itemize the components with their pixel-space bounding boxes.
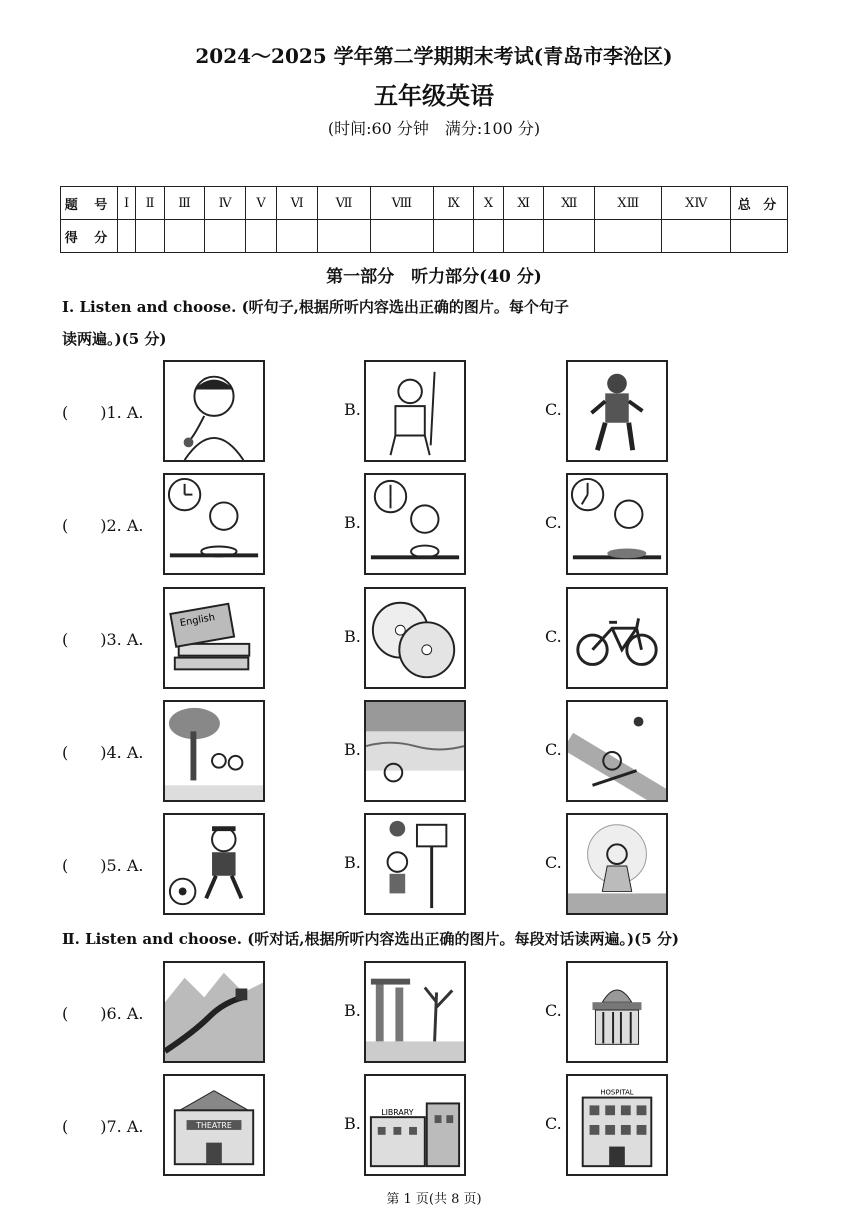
score-table-score-row [61, 220, 788, 253]
q6-option-c-label: C. [545, 1001, 562, 1020]
q7-option-c-label: C. [545, 1114, 562, 1133]
q4-option-c-skiing[interactable] [566, 700, 668, 802]
exam-time-score: (时间:60 分钟 满分:100 分) [327, 119, 541, 138]
score-cell[interactable] [434, 220, 474, 253]
score-cell[interactable] [473, 220, 503, 253]
total-score-cell[interactable] [731, 220, 788, 253]
col-12: Ⅻ [544, 187, 595, 220]
question-1-label: ( )1. A. [62, 403, 144, 422]
q7-option-c-hospital[interactable] [566, 1074, 668, 1176]
score-cell[interactable] [662, 220, 731, 253]
col-2: Ⅱ [136, 187, 165, 220]
q7-option-a-theatre[interactable] [163, 1074, 265, 1176]
q7-option-b-library[interactable] [364, 1074, 466, 1176]
col-10: Ⅹ [473, 187, 503, 220]
score-cell[interactable] [118, 220, 136, 253]
question-7-label: ( )7. A. [62, 1117, 144, 1136]
q7b-sign: LIBRARY [381, 1108, 414, 1118]
col-1: Ⅰ [118, 187, 136, 220]
q6-option-c-capitol-building[interactable] [566, 961, 668, 1063]
exam-subject: 五年级英语 [374, 81, 494, 110]
col-3: Ⅲ [165, 187, 205, 220]
q2-option-a-breakfast[interactable] [163, 473, 265, 575]
question-3-label: ( )3. A. [62, 630, 144, 649]
q3-option-a-books[interactable] [163, 587, 265, 689]
question-4-label: ( )4. A. [62, 743, 144, 762]
q4-option-c-label: C. [545, 740, 562, 759]
total-label: 总 分 [731, 187, 788, 220]
q5-option-a-football[interactable] [163, 813, 265, 915]
question-6-label: ( )6. A. [62, 1004, 144, 1023]
col-14: ⅩⅣ [662, 187, 731, 220]
section-title: 第一部分 听力部分(40 分) [326, 267, 542, 287]
question-5-label: ( )5. A. [62, 856, 144, 875]
score-cell[interactable] [544, 220, 595, 253]
col-9: Ⅸ [434, 187, 474, 220]
score-row-label: 题 号 [61, 187, 118, 220]
q7-option-b-label: B. [344, 1114, 361, 1133]
q2-option-c-dinner[interactable] [566, 473, 668, 575]
score-cell[interactable] [165, 220, 205, 253]
score-cell[interactable] [504, 220, 544, 253]
q6-option-a-great-wall[interactable] [163, 961, 265, 1063]
q5-option-c-label: C. [545, 853, 562, 872]
q5-option-c-girl-flying[interactable] [566, 813, 668, 915]
col-11: Ⅺ [504, 187, 544, 220]
col-5: Ⅴ [246, 187, 277, 220]
score-cell[interactable] [276, 220, 317, 253]
q5-option-b-basketball[interactable] [364, 813, 466, 915]
part1-instruction-2: 读两遍。)(5 分) [62, 330, 167, 348]
page-footer: 第 1 页(共 8 页) [386, 1192, 482, 1207]
q3a-book-text: English [179, 612, 216, 630]
score-cell[interactable] [246, 220, 277, 253]
q6-option-b-label: B. [344, 1001, 361, 1020]
col-7: Ⅶ [318, 187, 370, 220]
score-row-label-2: 得 分 [61, 220, 118, 253]
col-13: ⅩⅢ [595, 187, 662, 220]
q1-option-c-label: C. [545, 400, 562, 419]
q4-option-b-swimming[interactable] [364, 700, 466, 802]
q6-option-b-ruins[interactable] [364, 961, 466, 1063]
score-cell[interactable] [318, 220, 370, 253]
score-cell[interactable] [205, 220, 246, 253]
q4-option-b-label: B. [344, 740, 361, 759]
q3-option-c-bike[interactable] [566, 587, 668, 689]
score-table-header-row [61, 187, 788, 220]
q3-option-c-label: C. [545, 627, 562, 646]
score-cell[interactable] [136, 220, 165, 253]
score-cell[interactable] [370, 220, 433, 253]
q1-option-c-firefighter[interactable] [566, 360, 668, 462]
exam-title: 2024～2025 学年第二学期期末考试(青岛市李沧区) [195, 44, 673, 68]
q3-option-b-label: B. [344, 627, 361, 646]
q2-option-c-label: C. [545, 513, 562, 532]
q2-option-b-lunch[interactable] [364, 473, 466, 575]
score-cell[interactable] [595, 220, 662, 253]
part2-instruction: Ⅱ. Listen and choose. (听对话,根据所听内容选出正确的图片。每段对话读两遍。)(5 分) [62, 930, 679, 948]
q1-option-b-label: B. [344, 400, 361, 419]
q4-option-a-autumn-kids[interactable] [163, 700, 265, 802]
col-6: Ⅵ [276, 187, 317, 220]
col-4: Ⅳ [205, 187, 246, 220]
q5-option-b-label: B. [344, 853, 361, 872]
q3-option-b-cds[interactable] [364, 587, 466, 689]
q7c-sign: HOSPITAL [600, 1088, 634, 1097]
score-table [60, 186, 788, 253]
q1-option-b-erhu-player[interactable] [364, 360, 466, 462]
q1-option-a-doctor[interactable] [163, 360, 265, 462]
part1-instruction: Ⅰ. Listen and choose. (听句子,根据所听内容选出正确的图片。每个句子 [62, 298, 569, 316]
q7a-sign: THEATRE [196, 1120, 232, 1130]
col-8: Ⅷ [370, 187, 433, 220]
q2-option-b-label: B. [344, 513, 361, 532]
question-2-label: ( )2. A. [62, 516, 144, 535]
